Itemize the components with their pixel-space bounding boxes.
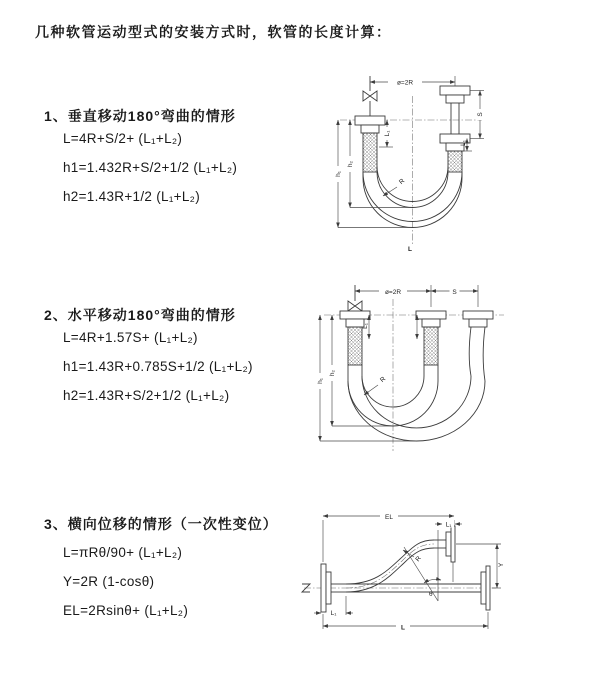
dim-label-l1-left: L₁	[330, 610, 337, 617]
u-bend-hose	[348, 365, 485, 441]
dim-label-s: S	[477, 112, 485, 117]
dim-label-h2: h₂	[329, 369, 337, 377]
formula-3-Y: Y=2R (1-cosθ)	[63, 574, 155, 589]
dim-l1-left	[314, 596, 353, 617]
left-braided-hose	[348, 327, 362, 365]
right-braided-hose	[448, 151, 462, 172]
formula-1-h2: h2=1.43R+1/2 (L₁+L₂)	[63, 189, 201, 204]
length-label: L	[408, 246, 412, 253]
dim-label-s: S	[452, 288, 457, 296]
formula-1-L: L=4R+S/2+ (L₁+L₂)	[63, 131, 183, 146]
section-1-heading: 1、垂直移动180°弯曲的情形	[44, 108, 236, 124]
dim-l1-top	[435, 520, 462, 529]
middle-braided-hose	[424, 327, 438, 365]
diagram-horizontal-180-bend	[306, 281, 596, 456]
dim-span-2R	[355, 287, 431, 296]
dim-label-y: Y	[498, 562, 505, 568]
section-2-heading: 2、水平移动180°弯曲的情形	[44, 307, 236, 323]
middle-flange	[416, 311, 446, 327]
formula-3-EL: EL=2Rsinθ+ (L₁+L₂)	[63, 603, 189, 618]
dim-label-span: ø=2R	[384, 288, 402, 296]
formula-3-L: L=πRθ/90+ (L₁+L₂)	[63, 545, 183, 560]
shifted-hose-leg	[469, 327, 485, 381]
dim-label-l1-left: L₁	[384, 130, 391, 137]
dim-label-h1: h₁	[317, 378, 325, 384]
radius-label: R	[414, 555, 423, 564]
page-title: 几种软管运动型式的安装方式时，软管的长度计算：	[35, 24, 392, 40]
dim-label-h1: h₁	[335, 171, 343, 177]
dim-label-l: L	[401, 624, 405, 632]
dim-s	[431, 287, 478, 296]
top-flange-displaced	[446, 526, 455, 562]
diagram-vertical-180-bend	[318, 68, 598, 258]
right-pipe	[451, 103, 459, 134]
formula-1-h1: h1=1.432R+S/2+1/2 (L₁+L₂)	[63, 160, 238, 175]
dim-y	[456, 544, 505, 588]
left-braided-hose	[363, 133, 377, 172]
right-flange-upper	[440, 86, 470, 103]
dim-label-l1-right: L₁	[460, 140, 467, 146]
formula-2-h1: h1=1.43R+0.785S+1/2 (L₁+L₂)	[63, 359, 253, 374]
dim-el	[323, 511, 454, 562]
section-3-formulas	[63, 545, 188, 632]
radius-callout	[383, 177, 406, 196]
dim-l	[323, 612, 488, 632]
dim-span-2R	[370, 76, 455, 87]
diagram-lateral-displacement	[296, 500, 596, 650]
dim-label-h2: h₂	[347, 160, 355, 168]
dim-label-span: ø=2R	[396, 79, 414, 87]
valve-icon	[348, 285, 362, 311]
section-3-heading: 3、横向位移的情形（一次性变位）	[44, 516, 278, 532]
radius-callout	[364, 375, 387, 395]
section-2-formulas	[63, 330, 253, 417]
formula-2-h2: h2=1.43R+S/2+1/2 (L₁+L₂)	[63, 388, 230, 403]
section-1-formulas	[63, 131, 237, 218]
dim-s	[470, 91, 484, 139]
right-flange-original	[481, 566, 490, 610]
radius-label: R	[398, 177, 407, 187]
formula-2-L: L=4R+1.57S+ (L₁+L₂)	[63, 330, 198, 345]
dim-label-l1: L₁	[362, 323, 369, 329]
angle-label: θ	[429, 591, 433, 598]
dim-label-el: EL	[385, 514, 393, 521]
radius-label: R	[379, 375, 388, 385]
shifted-flange	[463, 311, 493, 327]
dim-label-l1-top: L₁	[445, 521, 452, 529]
left-flange	[355, 116, 385, 133]
